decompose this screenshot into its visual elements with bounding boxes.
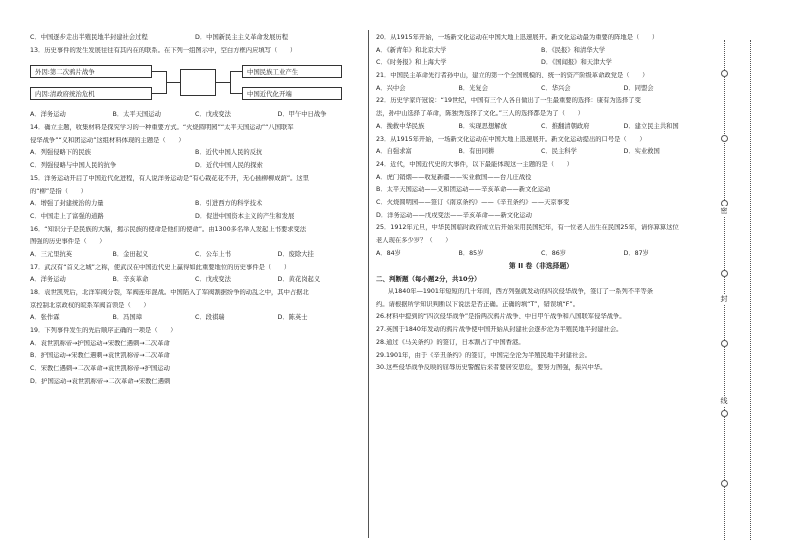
option: D．甲午中日战争 — [277, 111, 327, 119]
seal-char-xian: 线 — [717, 396, 731, 406]
binding-hole-icon — [721, 270, 728, 277]
option: A．张作霖 — [30, 314, 60, 322]
q19-stem: 19．下列事件发生的先后顺序正确的一项是（ ） — [30, 327, 177, 335]
q16-stem: 16．“知识分子是民族的大脑，揭示民族的使命是他们的使命”。由1300多名举人发起上书要求变法 — [30, 225, 307, 233]
q13-stem: 13．历史事件的发生发展往往有其内在的联系。在下列一组图示中，空白方框内应填写（ ） — [30, 46, 297, 54]
q16-stem: 图强的历史事件是（ ） — [30, 238, 106, 246]
tf-intro: 约。请根据所学知识判断以下说法是否正确。正确的填“T”，错误填“F”。 — [376, 300, 579, 308]
q14-stem: 14．确立主题，收集材料是探究学习的一种重要方式。“火烧圆明园”“太平天国运动”“八国联军 — [30, 124, 294, 132]
q20-stem: 20．从1915年开始，一场新文化运动在中国大地上迅速展开。新文化运动最为重要的阵地是（ ） — [376, 34, 659, 41]
binding-hole-icon — [721, 410, 728, 417]
q12-options-cd — [30, 34, 360, 47]
option: C．民主科学 — [541, 148, 577, 156]
q15-options — [30, 200, 360, 213]
true-false-heading: 二、判断题（每小题2分，共10分） — [376, 275, 481, 284]
option: A．虎门销烟——收复新疆——实业救国——台儿庄战役 — [376, 173, 532, 181]
q22-stem: 法，孙中山选择了革命，陈独秀选择了文化。”三人的选择都是为了（ ） — [376, 110, 584, 118]
q15-stem: 15．洋务运动开启了中国近代化进程，有人说洋务运动是“有心栽花花不开，无心插柳柳成荫”。这里 — [30, 174, 310, 182]
option: A．增强了封建统治的力量 — [30, 200, 104, 208]
connector-line — [216, 82, 230, 83]
tf-item: 29.1901年，由于《辛丑条约》的签订，中国完全沦为半殖民地半封建社会。 — [376, 351, 591, 359]
option: B．辛亥革命 — [112, 276, 149, 284]
q13-diagram — [30, 61, 360, 107]
option: D．护国运动→袁世凯称帝→二次革命→宋教仁遇刺 — [30, 377, 171, 385]
q18-stem: 18．袁世凯死后，北洋军阀分裂，军阀连年混战。中国陷入了军阀割据纷争的动乱之中，其中占据北 — [30, 289, 309, 296]
q25-options — [376, 250, 706, 263]
q23-stem: 23．从1915年开始，一场新文化运动在中国大地上迅速展开。新文化运动提出的口号是（ ） — [376, 135, 646, 143]
option: C．列强侵略与中国人民的抗争 — [30, 162, 117, 170]
section-title: 第 II 卷（非选择题） — [508, 262, 574, 271]
column-divider — [368, 30, 369, 538]
option: C．戊戌变法 — [195, 276, 231, 284]
q17-options — [30, 276, 360, 289]
option: A．三元里抗英 — [30, 250, 73, 258]
option: C．华兴会 — [541, 84, 571, 92]
connector-line — [166, 82, 180, 83]
tf-item: 26.材料中提到的“四次侵华战争”是指两次鸦片战争、中日甲午战争和八国联军侵华战争。 — [376, 313, 626, 321]
option: B．太平天国运动 — [112, 111, 161, 119]
option: B．近代中国人民的反抗 — [195, 149, 263, 157]
left-column — [30, 34, 360, 391]
q18-options — [30, 314, 360, 327]
option: B．护国运动→宋教仁遇刺→袁世凯称帝→二次革命 — [30, 352, 170, 360]
option: C．《时务报》和上海大学 — [376, 59, 447, 67]
tf-item: 28.通过《马关条约》的签订，日本割占了中国香港。 — [376, 338, 525, 346]
option: B．有田同耕 — [458, 148, 495, 156]
q22-options — [376, 123, 706, 136]
diagram-blank-box — [180, 69, 216, 96]
option: A．自强求富 — [376, 148, 412, 156]
q24-stem: 24．近代，中国近代史的大事件，以下最能体现这一主题的是（ ） — [376, 160, 573, 168]
option: D．近代中国人民的探索 — [195, 162, 263, 170]
q17-stem: 17．武汉有“首义之城”之称，使武汉在中国近代史上赢得如此重要地位的历史事件是（ ） — [30, 263, 291, 271]
option: A．84岁 — [376, 249, 401, 257]
q13-options — [30, 111, 360, 124]
option: A．挽救中华民族 — [376, 122, 425, 130]
q21-options — [376, 85, 706, 98]
option: C．宋教仁遇刺→二次革命→袁世凯称帝→护国运动 — [30, 365, 170, 373]
connector-line — [152, 93, 166, 94]
option: B．金田起义 — [112, 250, 149, 258]
option: D．《国闻报》和天津大学 — [541, 59, 612, 67]
seal-char-mi: 密 — [717, 206, 731, 216]
q20-options — [376, 47, 706, 60]
option: D．促进中国资本主义的产生和发展 — [195, 212, 295, 220]
option: B．引进西方的科学技术 — [195, 200, 263, 208]
option: B．太平天国运动——义和团运动——辛亥革命——新文化运动 — [376, 186, 551, 194]
option: A．《新青年》和北京大学 — [376, 46, 447, 54]
right-column — [376, 34, 706, 377]
option: A．洋务运动 — [30, 276, 66, 284]
tf-item: 27.英国于1840年发动的鸦片战争使中国开始从封建社会逐步沦为半殖民地半封建社会。 — [376, 326, 623, 334]
option: D．黄花岗起义 — [277, 276, 321, 284]
option: B．85岁 — [458, 249, 484, 257]
binding-hole-icon — [721, 480, 728, 487]
q20-options — [376, 59, 706, 72]
binding-hole-icon — [721, 340, 728, 347]
tf-intro: 从1840年—1901年短短的几十年间，西方列强就发动的四次侵华战争，签订了一系列不平等条 — [388, 288, 654, 296]
option: A．洋务运动 — [30, 111, 66, 119]
diagram-box-result-industry: 中国民族工业产生 — [242, 65, 342, 78]
connector-line — [230, 93, 242, 94]
binding-hole-icon — [721, 70, 728, 77]
option: D．建立民主共和国 — [623, 122, 679, 130]
q25-stem: 老人现在多少岁？（ ） — [376, 237, 452, 244]
tf-item: 30.这些侵华战争反映的屈辱历史警醒后来者要居安思危，要努力图强，振兴中华。 — [376, 364, 607, 372]
q14-stem: 侵华战争”“义和团运动”这组材料体现的主题是（ ） — [30, 136, 185, 144]
connector-line — [230, 71, 231, 94]
option: C．戊戌变法 — [195, 111, 231, 119]
option: C．中国逐步走出半殖民地半封建社会过程 — [30, 34, 148, 41]
option: D．同盟会 — [623, 84, 654, 92]
option: A．袁世凯称帝→护国运动→宋教仁遇刺→二次革命 — [30, 339, 170, 347]
option: C．段祺瑞 — [195, 314, 225, 322]
q23-options — [376, 148, 706, 161]
dotted-line — [724, 40, 725, 540]
option: D．陈英士 — [277, 314, 308, 322]
connector-line — [230, 71, 242, 72]
seal-line-sidebar — [720, 40, 760, 540]
option: C．中国走上了富强的道路 — [30, 212, 104, 220]
q16-options — [30, 251, 360, 264]
q15-stem: 的“柳”是指（ ） — [30, 187, 87, 195]
option: B．光复会 — [458, 84, 489, 92]
connector-line — [152, 71, 166, 72]
option: C．86岁 — [541, 249, 567, 257]
option: D．废除大挂 — [277, 250, 314, 258]
q18-stem: 京控制北京政权的皖系军阀首领是（ ） — [30, 301, 150, 309]
diagram-box-internal-cause: 内因:清政府统治危机 — [30, 87, 152, 100]
q14-options — [30, 149, 360, 162]
option: A．列强侵略下的民族 — [30, 149, 91, 157]
q14-options — [30, 162, 360, 175]
dotted-line — [750, 40, 751, 540]
binding-hole-icon — [721, 135, 728, 142]
diagram-box-result-modernization: 中国近代化开端 — [242, 87, 342, 100]
option: D．洋务运动——戊戌变法——辛亥革命——新文化运动 — [376, 211, 532, 219]
option: C．推翻清朝政府 — [541, 122, 590, 130]
option: C．公车上书 — [195, 250, 231, 258]
option: B．实现思想解放 — [458, 122, 507, 130]
q25-stem: 25．1912年元旦，中华民国临时政府成立后开始采用民国纪年，有一位老人出生在民国25年，请你算算这位 — [376, 224, 679, 232]
q15-options — [30, 213, 360, 226]
diagram-box-external-cause: 外因:第二次鸦片战争 — [30, 65, 152, 78]
option: C．火烧圆明园——签订《南京条约》——《辛丑条约》——天京事变 — [376, 198, 570, 206]
q22-stem: 22．历史学家许冠说：“19世纪，中国有三个人各自做出了一生最重要的选择：康有为选择了变 — [376, 97, 641, 105]
q21-stem: 21．中国民主革命先行者孙中山，建立的第一个全国规模的、统一的资产阶级革命政党是（ ） — [376, 72, 649, 80]
option: D．87岁 — [623, 249, 649, 257]
option: B．冯国璋 — [112, 314, 143, 322]
option: D．中国新民主主义革命发展历程 — [195, 34, 289, 41]
option: D．实业救国 — [623, 148, 660, 156]
option: B．《民报》和清华大学 — [541, 46, 606, 54]
option: A．兴中会 — [376, 84, 406, 92]
seal-char-feng: 封 — [717, 294, 731, 304]
